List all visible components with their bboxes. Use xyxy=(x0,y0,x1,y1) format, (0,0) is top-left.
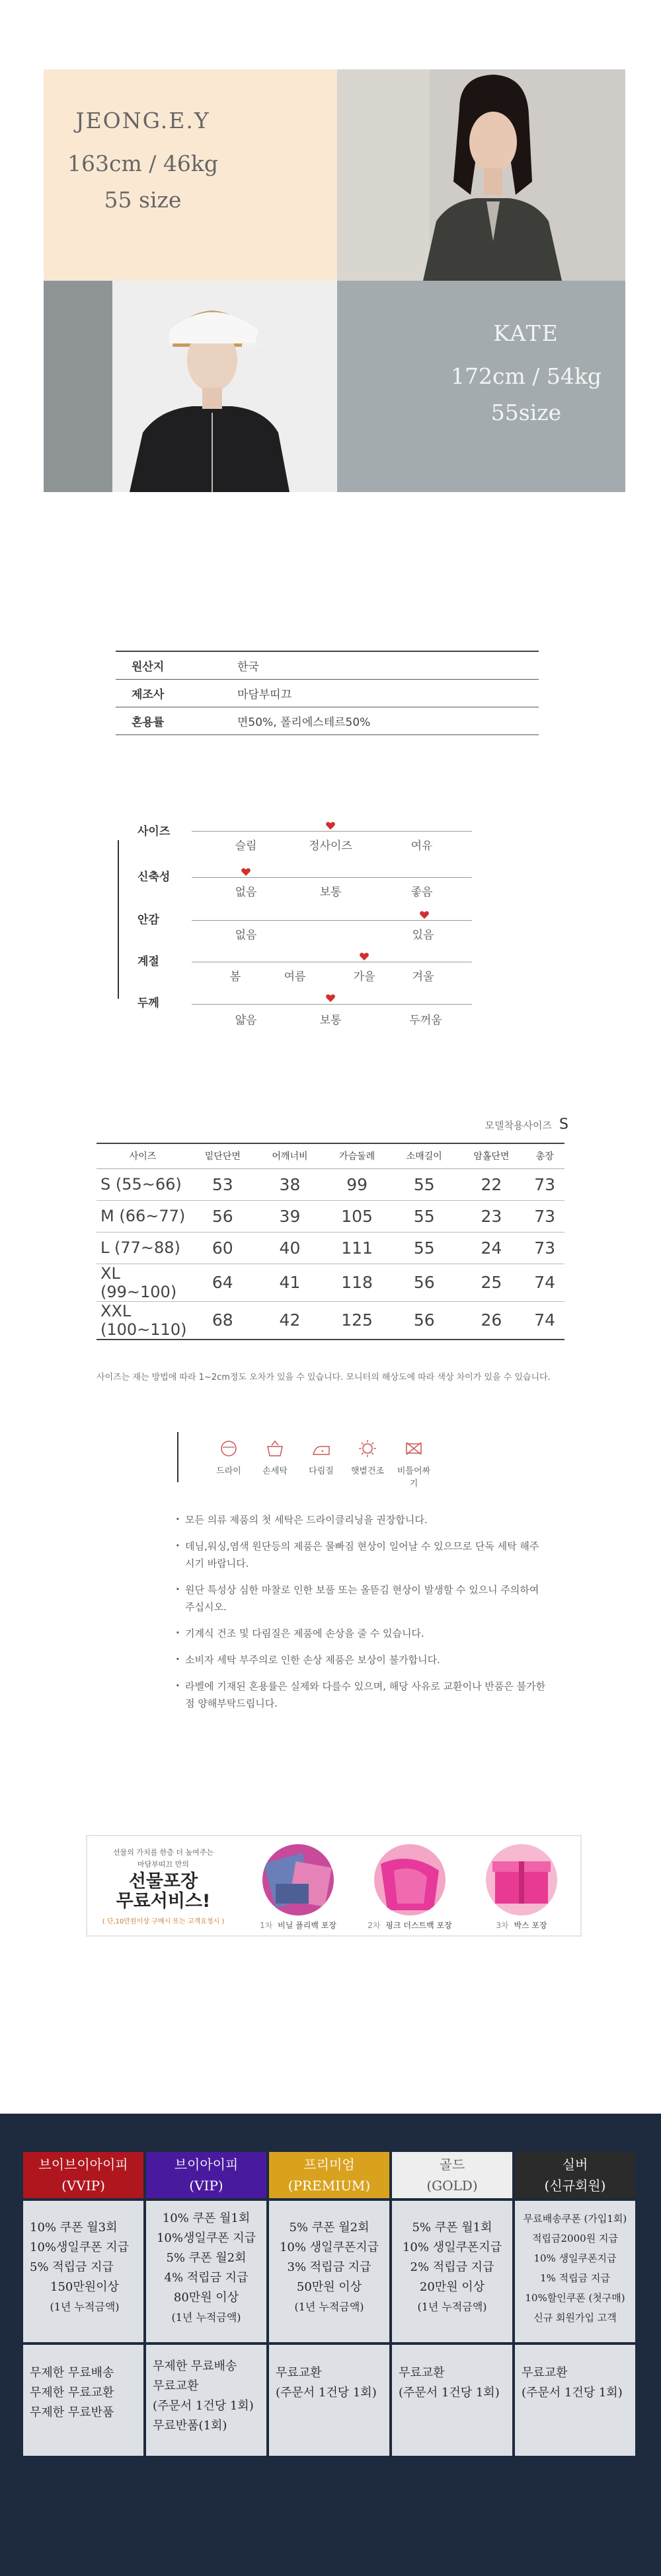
gift-option-label xyxy=(472,1919,571,1931)
service-line: 무제한 무료교환 xyxy=(30,2386,114,2400)
service-line: 무제한 무료배송 xyxy=(153,2359,237,2373)
info-row-maker xyxy=(116,680,539,707)
heart-icon xyxy=(241,867,251,877)
value-cell: 74 xyxy=(525,1301,564,1340)
benefit-line: (1년 누적금액) xyxy=(50,2301,120,2313)
care-side-bar xyxy=(177,1432,178,1482)
value-cell: 99 xyxy=(323,1168,391,1200)
gift-text xyxy=(98,1847,229,1925)
model2-stats: 172cm / 54kg xyxy=(451,363,602,389)
service-line: (주문서 1건당 1회) xyxy=(153,2399,254,2413)
gift-option-3 xyxy=(472,1844,571,1931)
benefit-line: (1년 누적금액) xyxy=(294,2301,364,2313)
col-header: 밑단단면 xyxy=(189,1143,256,1168)
gift-option-num: 2차 xyxy=(368,1921,381,1930)
service-line: 무료반품(1회) xyxy=(153,2419,227,2433)
care-note: · 소비자 세탁 부주의로 인한 손상 제품은 보상이 불가합니다. xyxy=(176,1651,546,1668)
col-header: 암홀단면 xyxy=(458,1143,525,1168)
tier-services-silver xyxy=(515,2345,635,2456)
gift-option-num: 1차 xyxy=(260,1921,273,1930)
heart-icon xyxy=(419,910,430,920)
care-note: · 라벨에 기재된 혼용률은 실제와 다를수 있으며, 해당 사유로 교환이나 반품은 불가한점 양해부탁드립니다. xyxy=(176,1678,546,1712)
col-header: 사이즈 xyxy=(97,1143,189,1168)
tier-name: 골드 xyxy=(439,2157,465,2172)
tier-benefits-vvip xyxy=(23,2201,143,2342)
benefit-line: 2% 적립금 지급 xyxy=(410,2260,494,2274)
info-label: 제조사 xyxy=(132,688,165,701)
benefit-line: 80만원 이상 xyxy=(173,2291,239,2305)
benefit-line: (1년 누적금액) xyxy=(171,2311,241,2324)
gift-option-name: 박스 포장 xyxy=(514,1921,547,1930)
benefit-line: 5% 쿠폰 월2회 xyxy=(289,2221,369,2235)
value-cell: 56 xyxy=(391,1301,458,1340)
value-cell: 68 xyxy=(189,1301,256,1340)
scale-option: 슬림 xyxy=(235,840,257,853)
tier-sub: (신규회원) xyxy=(544,2178,606,2194)
info-value: 마담부띠끄 xyxy=(237,688,292,701)
benefit-line: 50만원 이상 xyxy=(296,2280,362,2294)
value-cell: 60 xyxy=(189,1232,256,1264)
value-cell: 111 xyxy=(323,1232,391,1264)
benefit-line: 10% 생일쿠폰지급 xyxy=(533,2252,617,2264)
size-table xyxy=(97,1143,564,1340)
no-twist-icon xyxy=(394,1439,434,1489)
tier-header-silver xyxy=(515,2152,635,2198)
benefit-line: 10%생일쿠폰 지급 xyxy=(156,2231,256,2245)
gift-wrap-banner xyxy=(86,1835,582,1937)
value-cell: 118 xyxy=(323,1264,391,1301)
tier-services-vip xyxy=(146,2345,266,2456)
benefit-line: 10%생일쿠폰 지급 xyxy=(30,2240,130,2254)
size-cell: XL (99~100) xyxy=(97,1264,189,1301)
size-cell: XXL (100~110) xyxy=(97,1301,189,1340)
tier-services-premium xyxy=(269,2345,389,2456)
tier-services-vvip xyxy=(23,2345,143,2456)
value-cell: 53 xyxy=(189,1168,256,1200)
value-cell: 41 xyxy=(256,1264,324,1301)
scale-option: 없음 xyxy=(235,886,257,899)
scale-option: 얇음 xyxy=(235,1014,257,1027)
value-cell: 56 xyxy=(391,1264,458,1301)
benefit-line: 3% 적립금 지급 xyxy=(287,2260,371,2274)
size-cell: S (55~66) xyxy=(97,1168,189,1200)
scale-option: 보통 xyxy=(319,1014,342,1027)
gift-condition: ( 단,10만원이상 구매시 또는 고객요청시 ) xyxy=(102,1918,225,1925)
scale-option: 여름 xyxy=(284,970,306,984)
value-cell: 55 xyxy=(391,1232,458,1264)
scale-side-bar xyxy=(118,840,119,999)
tier-header-vip xyxy=(146,2152,266,2198)
gift-option-num: 3차 xyxy=(496,1921,509,1930)
gift-option-name: 비닐 플리백 포장 xyxy=(278,1921,336,1930)
service-line: 무료교환 xyxy=(276,2366,322,2380)
benefit-line: 10% 생일쿠폰지급 xyxy=(402,2240,502,2254)
info-row-origin xyxy=(116,652,539,680)
scale-label-stretch: 신축성 xyxy=(137,871,171,884)
scale-line xyxy=(192,920,472,921)
iron-icon xyxy=(301,1439,341,1476)
sun-dry-icon xyxy=(348,1439,387,1476)
gift-small-line1: 선물의 가치를 한층 더 높여주는 xyxy=(112,1848,214,1857)
info-label: 원산지 xyxy=(132,661,165,674)
model1-info xyxy=(44,108,242,213)
model1-name: JEONG.E.Y xyxy=(75,108,210,133)
care-label: 손세탁 xyxy=(262,1466,288,1476)
service-line: 무료교환 xyxy=(153,2379,199,2393)
model-section xyxy=(44,69,625,492)
tier-name: 실버 xyxy=(562,2157,588,2172)
model2-name: KATE xyxy=(493,320,559,346)
value-cell: 24 xyxy=(458,1232,525,1264)
col-header: 총장 xyxy=(525,1143,564,1168)
tier-name: 프리미엄 xyxy=(303,2157,355,2172)
value-cell: 40 xyxy=(256,1232,324,1264)
tier-benefits-premium xyxy=(269,2201,389,2342)
tier-name: 브이브이아이피 xyxy=(38,2157,128,2172)
info-row-material xyxy=(116,707,539,735)
scale-line xyxy=(192,1004,472,1005)
benefit-line: 150만원이상 xyxy=(50,2280,119,2294)
service-line: (주문서 1건당 1회) xyxy=(522,2386,623,2400)
gift-title2: 무료서비스! xyxy=(116,1891,211,1912)
care-label: 다림질 xyxy=(309,1466,334,1476)
service-line: 무료교환 xyxy=(522,2366,568,2380)
col-header: 어깨너비 xyxy=(256,1143,324,1168)
care-notes xyxy=(176,1511,546,1721)
model-size-value: S xyxy=(559,1116,568,1133)
table-row xyxy=(97,1264,564,1301)
tier-benefits-gold xyxy=(392,2201,512,2342)
scale-option: 가을 xyxy=(353,970,375,984)
gift-option-1 xyxy=(249,1844,348,1931)
care-label: 비틀어짜기 xyxy=(397,1466,431,1489)
table-row xyxy=(97,1200,564,1232)
tier-header-premium xyxy=(269,2152,389,2198)
scale-label-size: 사이즈 xyxy=(137,825,171,838)
hand-wash-icon xyxy=(255,1439,295,1476)
benefit-line: 20만원 이상 xyxy=(419,2280,485,2294)
gift-option-label xyxy=(357,1919,463,1931)
info-value: 한국 xyxy=(237,661,259,674)
model1-stats: 163cm / 46kg xyxy=(67,151,218,176)
gift-option-name: 핑크 더스트백 포장 xyxy=(385,1921,452,1930)
model2-info xyxy=(427,320,625,425)
size-cell: M (66~77) xyxy=(97,1200,189,1232)
info-label: 혼용률 xyxy=(132,716,165,729)
table-row xyxy=(97,1301,564,1340)
scale-option: 정사이즈 xyxy=(309,840,352,853)
scale-option: 두꺼움 xyxy=(409,1014,442,1027)
value-cell: 56 xyxy=(189,1200,256,1232)
scale-option: 있음 xyxy=(412,929,434,942)
benefit-line: 10%할인쿠폰 (첫구매) xyxy=(525,2292,625,2304)
model-size-label: 모델착용사이즈 xyxy=(485,1120,552,1131)
value-cell: 42 xyxy=(256,1301,324,1340)
model2-size: 55size xyxy=(490,400,562,425)
model1-size: 55 size xyxy=(104,187,182,213)
col-header: 가슴둘레 xyxy=(323,1143,391,1168)
tier-name: 브이아이피 xyxy=(174,2157,239,2172)
heart-icon xyxy=(359,951,369,962)
size-cell: L (77~88) xyxy=(97,1232,189,1264)
care-note: · 데님,워싱,염색 원단등의 제품은 물빠짐 현상이 일어날 수 있으므로 단독 세탁 해주시기 바랍니다. xyxy=(176,1538,546,1572)
scale-option: 없음 xyxy=(235,929,257,942)
scale-option: 봄 xyxy=(229,970,241,984)
tier-sub: (GOLD) xyxy=(426,2178,478,2194)
model2-photo xyxy=(44,281,337,492)
care-note: · 원단 특성상 심한 마찰로 인한 보풀 또는 올뜯김 현상이 발생할 수 있으니 주의하여 주십시오. xyxy=(176,1581,546,1616)
scale-label-season: 계절 xyxy=(137,955,159,968)
value-cell: 74 xyxy=(525,1264,564,1301)
tier-benefits-vip xyxy=(146,2201,266,2342)
value-cell: 38 xyxy=(256,1168,324,1200)
value-cell: 39 xyxy=(256,1200,324,1232)
gift-option-2 xyxy=(357,1844,463,1931)
value-cell: 73 xyxy=(525,1168,564,1200)
model1-photo xyxy=(337,69,625,281)
care-note: · 모든 의류 제품의 첫 세탁은 드라이클리닝을 권장합니다. xyxy=(176,1511,546,1528)
scale-option: 여유 xyxy=(410,840,433,853)
scale-option: 보통 xyxy=(319,886,342,899)
benefit-line: 1% 적립금 지급 xyxy=(540,2272,610,2284)
benefit-line: 4% 적립금 지급 xyxy=(164,2271,249,2285)
dry-clean-icon xyxy=(209,1439,249,1476)
value-cell: 125 xyxy=(323,1301,391,1340)
info-value: 면50%, 폴리에스테르50% xyxy=(237,716,371,729)
value-cell: 73 xyxy=(525,1200,564,1232)
value-cell: 55 xyxy=(391,1200,458,1232)
benefit-line: 5% 쿠폰 월1회 xyxy=(412,2221,492,2235)
value-cell: 23 xyxy=(458,1200,525,1232)
value-cell: 25 xyxy=(458,1264,525,1301)
benefit-line: (1년 누적금액) xyxy=(417,2301,487,2313)
benefit-line: 10% 쿠폰 월3회 xyxy=(30,2221,118,2235)
model-size-caption xyxy=(463,1116,568,1133)
gift-small-line2: 마담부띠끄 만의 xyxy=(137,1860,189,1869)
vinyl-pouch-image xyxy=(262,1844,334,1915)
service-line: (주문서 1건당 1회) xyxy=(399,2386,500,2400)
value-cell: 105 xyxy=(323,1200,391,1232)
benefit-line: 무료배송쿠폰 (가입1회) xyxy=(523,2213,627,2225)
care-label: 햇볕건조 xyxy=(350,1466,385,1476)
benefit-line: 신규 회원가입 고객 xyxy=(533,2312,617,2324)
scale-line xyxy=(192,831,472,832)
benefit-line: 적립금2000원 지급 xyxy=(532,2233,618,2244)
tier-services-gold xyxy=(392,2345,512,2456)
scale-label-thickness: 두께 xyxy=(137,997,159,1010)
pink-dustbag-image xyxy=(374,1844,446,1915)
gift-box-image xyxy=(486,1844,557,1915)
value-cell: 73 xyxy=(525,1232,564,1264)
care-note: · 기계식 건조 및 다림질은 제품에 손상을 줄 수 있습니다. xyxy=(176,1625,546,1642)
size-table-header xyxy=(97,1143,564,1168)
tier-header-vvip xyxy=(23,2152,143,2198)
value-cell: 22 xyxy=(458,1168,525,1200)
tier-sub: (VVIP) xyxy=(61,2178,105,2194)
service-line: 무제한 무료반품 xyxy=(30,2406,114,2419)
gift-option-label xyxy=(249,1919,348,1931)
benefit-line: 5% 적립금 지급 xyxy=(30,2260,114,2274)
value-cell: 55 xyxy=(391,1168,458,1200)
size-note: 사이즈는 재는 방법에 따라 1~2cm정도 오차가 있을 수 있습니다. 모니터의 해상도에 따라 색상 차이가 있을 수 있습니다. xyxy=(97,1373,551,1382)
tier-header-gold xyxy=(392,2152,512,2198)
heart-icon xyxy=(325,820,336,831)
table-row xyxy=(97,1168,564,1200)
table-row xyxy=(97,1232,564,1264)
service-line: (주문서 1건당 1회) xyxy=(276,2386,377,2400)
col-header: 소매길이 xyxy=(391,1143,458,1168)
scale-option: 겨울 xyxy=(412,970,434,984)
tier-benefits-silver xyxy=(515,2201,635,2342)
tier-sub: (PREMIUM) xyxy=(288,2178,371,2194)
benefit-line: 5% 쿠폰 월2회 xyxy=(166,2251,247,2265)
service-line: 무료교환 xyxy=(399,2366,445,2380)
heart-icon xyxy=(325,993,336,1003)
benefit-line: 10% 쿠폰 월1회 xyxy=(162,2211,251,2225)
scale-option: 좋음 xyxy=(410,886,433,899)
benefit-line: 10% 생일쿠폰지급 xyxy=(279,2240,379,2254)
value-cell: 26 xyxy=(458,1301,525,1340)
scale-line xyxy=(192,877,472,878)
scale-label-lining: 안감 xyxy=(137,913,159,927)
service-line: 무제한 무료배송 xyxy=(30,2366,114,2380)
gift-title1: 선물포장 xyxy=(128,1871,198,1892)
care-label: 드라이 xyxy=(216,1466,241,1476)
value-cell: 64 xyxy=(189,1264,256,1301)
tier-sub: (VIP) xyxy=(189,2178,223,2194)
